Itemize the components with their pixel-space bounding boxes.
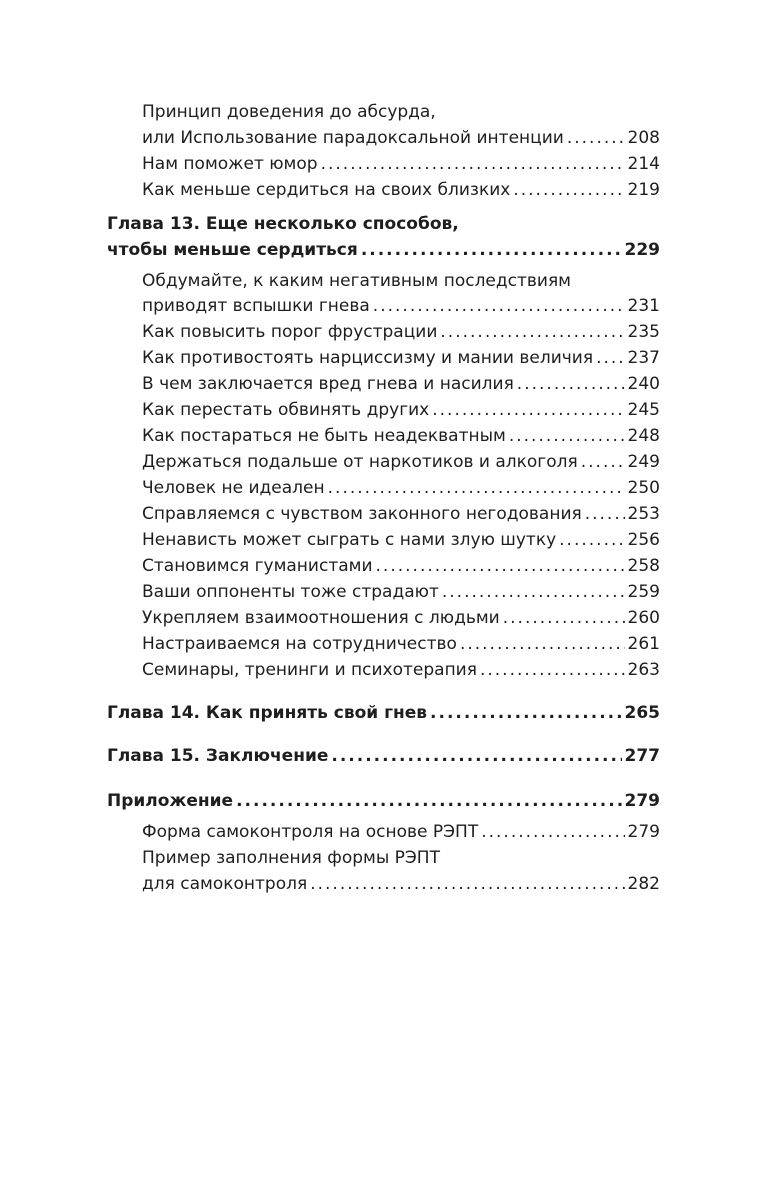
leader-dots xyxy=(513,180,624,200)
toc-page-number: 248 xyxy=(627,426,660,446)
leader-dots xyxy=(321,154,625,174)
leader-dots xyxy=(331,746,621,766)
toc-chapter-title: чтобы меньше сердиться xyxy=(107,240,358,260)
toc-page-number: 231 xyxy=(627,296,660,316)
toc-entry-title: Ненависть может сыграть с нами злую шутку xyxy=(142,530,557,550)
toc-entry-cooperation[interactable] xyxy=(142,634,660,654)
toc-entry-title: В чем заключается вред гнева и насилия xyxy=(142,374,514,394)
toc-entry-title: для самоконтроля xyxy=(142,874,308,894)
leader-dots xyxy=(430,703,621,723)
toc-entry-title: Держаться подальше от наркотиков и алкоголя xyxy=(142,452,578,472)
toc-appendix[interactable] xyxy=(107,791,660,811)
toc-page-number: 256 xyxy=(627,530,660,550)
toc-entry-title: Нам поможет юмор xyxy=(142,154,318,174)
toc-page-number: 282 xyxy=(627,874,660,894)
toc-page-number: 229 xyxy=(624,240,660,260)
leader-dots xyxy=(328,478,625,498)
toc-chapter-title: Глава 13. Еще несколько способов, xyxy=(107,214,459,234)
toc-page-number: 245 xyxy=(627,400,660,420)
toc-entry-frustration[interactable] xyxy=(142,322,660,342)
toc-page-number: 279 xyxy=(624,791,660,811)
toc-page-number: 258 xyxy=(627,556,660,576)
toc-page-number: 259 xyxy=(627,582,660,602)
toc-page-number: 240 xyxy=(627,374,660,394)
toc-page-number: 277 xyxy=(624,746,660,766)
toc-entry-title: Настраиваемся на сотрудничество xyxy=(142,634,457,654)
toc-entry-not-ideal[interactable] xyxy=(142,478,660,498)
toc-page-number: 214 xyxy=(627,154,660,174)
toc-entry-title: Ваши оппоненты тоже страдают xyxy=(142,582,439,602)
toc-chapter-15[interactable] xyxy=(107,746,660,766)
toc-chapter-13-line1 xyxy=(107,214,660,234)
leader-dots xyxy=(581,452,625,472)
toc-chapter-13[interactable] xyxy=(107,240,660,260)
leader-dots xyxy=(440,322,624,342)
toc-entry-title: Семинары, тренинги и психотерапия xyxy=(142,660,477,680)
toc-entry-adequate[interactable] xyxy=(142,426,660,446)
toc-entry-title: Как постараться не быть неадекватным xyxy=(142,426,506,446)
toc-page-number: 279 xyxy=(627,822,660,842)
leader-dots xyxy=(460,634,625,654)
leader-dots xyxy=(596,348,624,368)
toc-entry-drugs[interactable] xyxy=(142,452,660,472)
toc-entry-title: Пример заполнения формы РЭПТ xyxy=(142,848,440,868)
toc-page-number: 265 xyxy=(624,703,660,723)
leader-dots xyxy=(585,504,625,524)
leader-dots xyxy=(376,556,625,576)
toc-entry-narcissism[interactable] xyxy=(142,348,660,368)
toc-page-number: 219 xyxy=(627,180,660,200)
leader-dots xyxy=(310,874,624,894)
toc-page-number: 235 xyxy=(627,322,660,342)
toc-entry-title: Принцип доведения до абсурда, xyxy=(142,102,436,122)
leader-dots xyxy=(432,400,624,420)
toc-entry-humor[interactable] xyxy=(142,154,660,174)
toc-entry-title: Справляемся с чувством законного негодования xyxy=(142,504,582,524)
toc-page-number: 260 xyxy=(627,608,660,628)
leader-dots xyxy=(567,128,625,148)
toc-chapter-title: Глава 15. Заключение xyxy=(107,746,329,766)
leader-dots xyxy=(503,608,625,628)
toc-entry-absurd[interactable] xyxy=(142,128,660,148)
toc-entry-consequences[interactable] xyxy=(142,296,660,316)
toc-page-number: 261 xyxy=(627,634,660,654)
toc-entry-seminars[interactable] xyxy=(142,660,660,680)
toc-entry-rept-example[interactable] xyxy=(142,874,660,894)
toc-chapter-title: Глава 14. Как принять свой гнев xyxy=(107,703,428,723)
toc-chapter-14[interactable] xyxy=(107,703,660,723)
leader-dots xyxy=(442,582,625,602)
toc-page-number: 249 xyxy=(627,452,660,472)
toc-entry-absurd-line1 xyxy=(142,102,660,122)
leader-dots xyxy=(373,296,625,316)
toc-entry-rept-example-line1 xyxy=(142,848,660,868)
toc-entry-title: Обдумайте, к каким негативным последствиям xyxy=(142,271,572,291)
toc-page-number: 250 xyxy=(627,478,660,498)
toc-entry-harm[interactable] xyxy=(142,374,660,394)
toc-entry-humanists[interactable] xyxy=(142,556,660,576)
toc-chapter-title: Приложение xyxy=(107,791,234,811)
toc-entry-title: Становимся гуманистами xyxy=(142,556,373,576)
toc-entry-title: или Использование парадоксальной интенции xyxy=(142,128,564,148)
leader-dots xyxy=(480,660,625,680)
toc-entry-relationships[interactable] xyxy=(142,608,660,628)
leader-dots xyxy=(361,240,622,260)
toc-page-number: 253 xyxy=(627,504,660,524)
toc-entry-indignation[interactable] xyxy=(142,504,660,524)
toc-entry-title: Как меньше сердиться на своих близких xyxy=(142,180,511,200)
toc-entry-consequences-line1 xyxy=(142,271,660,291)
toc-entry-title: Укрепляем взаимоотношения с людьми xyxy=(142,608,500,628)
toc-entry-title: Человек не идеален xyxy=(142,478,325,498)
toc-entry-rept-form[interactable] xyxy=(142,822,660,842)
toc-entry-title: приводят вспышки гнева xyxy=(142,296,370,316)
leader-dots xyxy=(481,822,624,842)
toc-entry-blame[interactable] xyxy=(142,400,660,420)
toc-entry-title: Форма самоконтроля на основе РЭПТ xyxy=(142,822,479,842)
toc-page-number: 263 xyxy=(627,660,660,680)
toc-page-number: 208 xyxy=(627,128,660,148)
leader-dots xyxy=(517,374,625,394)
toc-entry-hatred[interactable] xyxy=(142,530,660,550)
toc-page-number: 237 xyxy=(627,348,660,368)
toc-entry-title: Как противостоять нарциссизму и мании величия xyxy=(142,348,594,368)
toc-entry-opponents[interactable] xyxy=(142,582,660,602)
toc-entry-relatives[interactable] xyxy=(142,180,660,200)
leader-dots xyxy=(559,530,624,550)
toc-entry-title: Как перестать обвинять других xyxy=(142,400,430,420)
leader-dots xyxy=(509,426,625,446)
toc-entry-title: Как повысить порог фрустрации xyxy=(142,322,438,342)
leader-dots xyxy=(236,791,621,811)
